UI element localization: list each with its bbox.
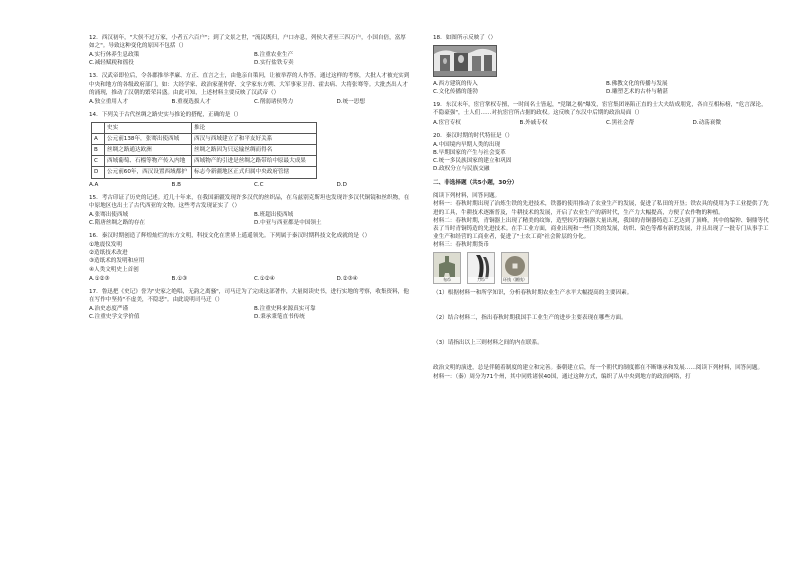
option-a[interactable]: A.①②③	[89, 275, 110, 282]
table-cell: 西汉与西域建立了和平友好关系	[192, 134, 317, 145]
question-22	[433, 364, 771, 380]
option-d[interactable]: D.政权分立与民族交融	[433, 166, 490, 173]
option-a[interactable]: A.独立重用人才	[89, 98, 129, 105]
table-cell: D	[92, 167, 105, 178]
table-cell: 标志今新疆地区正式归属中央政府管辖	[192, 167, 317, 178]
table-cell: 公元前60年，西汉设置西域都护	[105, 167, 192, 178]
list-item: ③造纸术的发明和应用	[89, 258, 145, 265]
question-stem: 20．秦汉时期的时代特征是（）	[433, 132, 513, 139]
grotto-sculpture-drawing	[434, 46, 496, 76]
question-stem: 16．秦汉时期创造了辉煌灿烂的东方文明，科技文化在世界上遥遥领先。下列属于秦汉时期科技文化成就的是（）	[89, 233, 371, 240]
option-a[interactable]: A.中国境内早期人类的出现	[433, 141, 501, 148]
fact-inference-table	[91, 122, 317, 179]
option-c[interactable]: C.减轻赋税和徭役	[89, 60, 134, 67]
list-item: ④人类文明史上首创	[89, 266, 139, 273]
question-12	[89, 34, 411, 67]
sub-question-1: （1）根据材料一和所学知识，分析春秋时期农业生产水平大幅提高的主要因素。	[433, 290, 633, 297]
round-coin-image	[501, 252, 529, 284]
question-17	[89, 288, 411, 321]
option-b[interactable]: B.注重史料来源真实可靠	[254, 305, 316, 312]
sub-question-3: （3）请指出以上三则材料之间的内在联系。	[433, 340, 543, 347]
left-column	[89, 34, 411, 326]
option-c[interactable]: C.隋唐丝绸之路的存在	[89, 219, 146, 226]
question-14	[89, 111, 411, 189]
option-d[interactable]: D.动荡衰微	[692, 119, 721, 126]
option-a[interactable]: A.西方建筑的传入	[433, 81, 478, 88]
table-row	[92, 145, 317, 156]
option-c[interactable]: C.文化传播的蓬勃	[433, 89, 478, 96]
coin-caption: 环钱（圜钱）	[503, 277, 527, 283]
option-d[interactable]: D.②③④	[336, 275, 358, 282]
option-c[interactable]: C.黑社会帮	[606, 119, 635, 126]
options	[433, 80, 771, 96]
question-stem: 15．考古印证了历史的记述。近几十年来，在我国新疆发现许多汉代的丝织品，在乌兹别克斯坦也发现许多汉代铜镜和丝织物，在中原地区也出土了古代西亚的文物。这些考古发现证实了（）	[89, 194, 410, 209]
options	[89, 51, 411, 67]
table-cell: 西域物产的引进是丝绸之路带给中原最大成果	[192, 156, 317, 167]
table-cell: B	[92, 145, 105, 156]
material-three: 材料三：春秋时期货币	[433, 241, 489, 248]
options	[89, 211, 411, 227]
question-stem: 19．东汉末年，宦官掌权专擅，一时间名士皆起，"党锢之祸"爆发，宦官集团诬陷正直的士大夫结成朋党，各自互相标榜，"危言深论，不隐豪强"，士人们……对抗宦官所占据的政权。这反映了东汉中后期的政治局面（）	[433, 102, 767, 117]
option-d[interactable]: D.秉承秉笔直书传统	[254, 314, 305, 321]
question-16	[89, 232, 411, 283]
table-row	[92, 167, 317, 178]
list-item: ①地震仪发明	[89, 242, 122, 249]
option-a[interactable]: A.宦官专权	[433, 119, 461, 126]
material-one: 材料一：春秋时期出现了冶炼生铁的先进技术，铁器的使用推动了农业生产的发展，促进了私田的开垦；铁农具的使用为手工业提供了先进的工具，牛耕技术逐渐普及，牛耕技术的发展，开启了农业生产的新时代，生产力大幅提高，方便了农作物的种植。	[433, 201, 769, 216]
grotto-sculpture-image	[433, 45, 497, 77]
question-stem: 17．鲁迅把《史记》誉为"史家之绝唱，无韵之离骚"，司马迁为了完成这部著作，大量阅读史书，进行实地的考察，收集资料，他在写作中坚持"不虚美，不隐恶"。由此说明司马迁（）	[89, 288, 409, 303]
list-item: ②造纸技术改进	[89, 250, 128, 257]
question-13	[89, 72, 411, 105]
table-header-cell	[92, 122, 105, 133]
sub-question-2: （2）结合材料二，指出春秋时期我国手工业生产的进步主要表现在哪些方面。	[433, 315, 627, 322]
option-b[interactable]: B.B	[171, 181, 181, 188]
right-column	[433, 34, 771, 386]
question-intro: 政治文明的演进，总是伴随着制度的建立和完善。秦朝建立后，每一个朝代的制度都在不断继承和发展……阅读下列材料，回答问题。	[433, 365, 764, 372]
option-c[interactable]: C.削弱诸侯势力	[254, 98, 294, 105]
table-cell: 西域葡萄、石榴等物产传入内地	[105, 156, 192, 167]
section-heading: 二、非选择题（共5小题，30分）	[433, 180, 518, 187]
question-21	[433, 192, 771, 359]
coin-caption: 刀币	[468, 277, 494, 283]
option-b[interactable]: B.早期国家的产生与社会变革	[433, 149, 506, 156]
question-stem: 14．下列关于古代丝绸之路史实与推论的搭配，正确的是（）	[89, 111, 242, 118]
option-c[interactable]: C.C	[254, 181, 264, 188]
option-a[interactable]: A.实行休养生息政策	[89, 52, 140, 59]
option-a[interactable]: A.A	[89, 181, 99, 188]
options	[89, 305, 411, 321]
options	[89, 181, 411, 189]
question-intro: 阅读下列材料，回答问题。	[433, 193, 501, 200]
answer-space[interactable]	[433, 322, 771, 334]
option-c[interactable]: C.注重史学文学价值	[89, 314, 140, 321]
answer-space[interactable]	[433, 347, 771, 359]
option-d[interactable]: D.统一思想	[336, 98, 365, 105]
question-15	[89, 194, 411, 227]
option-b[interactable]: B.班超出使西域	[254, 211, 294, 218]
knife-coin-image	[467, 252, 495, 284]
option-c[interactable]: C.①②④	[254, 275, 275, 282]
option-b[interactable]: B.外戚专权	[519, 119, 548, 126]
table-cell: A	[92, 134, 105, 145]
option-c[interactable]: C.统一多民族国家的建立和巩固	[433, 157, 512, 164]
answer-space[interactable]	[433, 297, 771, 309]
table-cell: C	[92, 156, 105, 167]
coin-images	[433, 252, 771, 284]
question-stem: 12．西汉初年，"大侯不过万家，小者五六百户"；到了文景之世，"流民既归，户口亦息，列侯大者至三四万户，小国自倍，富厚如之"。导致这种变化的原因不包括（）	[89, 35, 406, 50]
options	[433, 141, 771, 173]
options	[89, 98, 411, 106]
option-d[interactable]: D.实行盐铁专卖	[254, 60, 294, 67]
spade-coin-image	[433, 252, 461, 284]
table-row	[92, 134, 317, 145]
option-a[interactable]: A.张骞出使西域	[89, 211, 129, 218]
option-b[interactable]: B.①③	[171, 275, 188, 282]
option-b[interactable]: B.注重农业生产	[254, 52, 294, 59]
options	[89, 275, 411, 283]
option-b[interactable]: B.重视选拔人才	[171, 98, 211, 105]
option-a[interactable]: A.治史态度严谨	[89, 305, 129, 312]
material-two: 材料二：春秋时期，青铜器上出现了精美的纹饰，造型较巧的铜器大量出现，我国的青铜器铸造工艺达到了顶峰，其中的编钟、铜鼎等代表了当时青铜铸造的先进技术。在手工业方面，商业出现和一些门类的发展，纺织、染色等都有新的发展，并且出现了一批专门从事手工业生产和经营的工商业者，促进了"士农工商"社会阶层的分化。	[433, 217, 769, 240]
question-stem: 13．汉武帝即位后，令各郡推举孝廉、方正、直言之士，由他亲自策问，让被举荐的人作答。通过这样的考察，大批人才被充实到中央和地方的各级政府部门，如：大经学家、政治家董仲舒、文学家东方朔、大军事家卫青、霍去病、大将张骞等。大批杰出人才的涌现，推动了汉朝的繁荣昌盛。由此可知，上述材料主要反映了汉武帝（）	[89, 73, 410, 96]
table-cell: 公元前138年，张骞出使西域	[105, 134, 192, 145]
table-cell: 丝绸之路通达欧洲	[105, 145, 192, 156]
option-b[interactable]: B.佛教文化的传播与发展	[606, 81, 668, 88]
table-row	[92, 156, 317, 167]
table-header-cell: 史实	[105, 122, 192, 133]
question-stem: 18．如图所示反映了（）	[433, 35, 497, 41]
statement-list	[89, 241, 411, 273]
option-d[interactable]: D.D	[336, 181, 347, 188]
question-20	[433, 132, 771, 174]
question-18	[433, 34, 771, 96]
question-19	[433, 101, 771, 126]
table-cell: 丝绸之路因为只运输丝绸而得名	[192, 145, 317, 156]
coin-caption: 布币	[434, 277, 460, 283]
table-header-cell: 推论	[192, 122, 317, 133]
material-one: 材料一：（秦）周分为71个州，其中同姓诸侯40国，通过这种方式，编织了从中央到地方的政治网络，打	[433, 373, 691, 380]
option-d[interactable]: D.雕塑艺术的古朴与精湛	[606, 89, 669, 96]
option-d[interactable]: D.中亚与西亚都是中国领土	[254, 219, 322, 226]
options	[433, 119, 771, 127]
table-header-row	[92, 122, 317, 133]
